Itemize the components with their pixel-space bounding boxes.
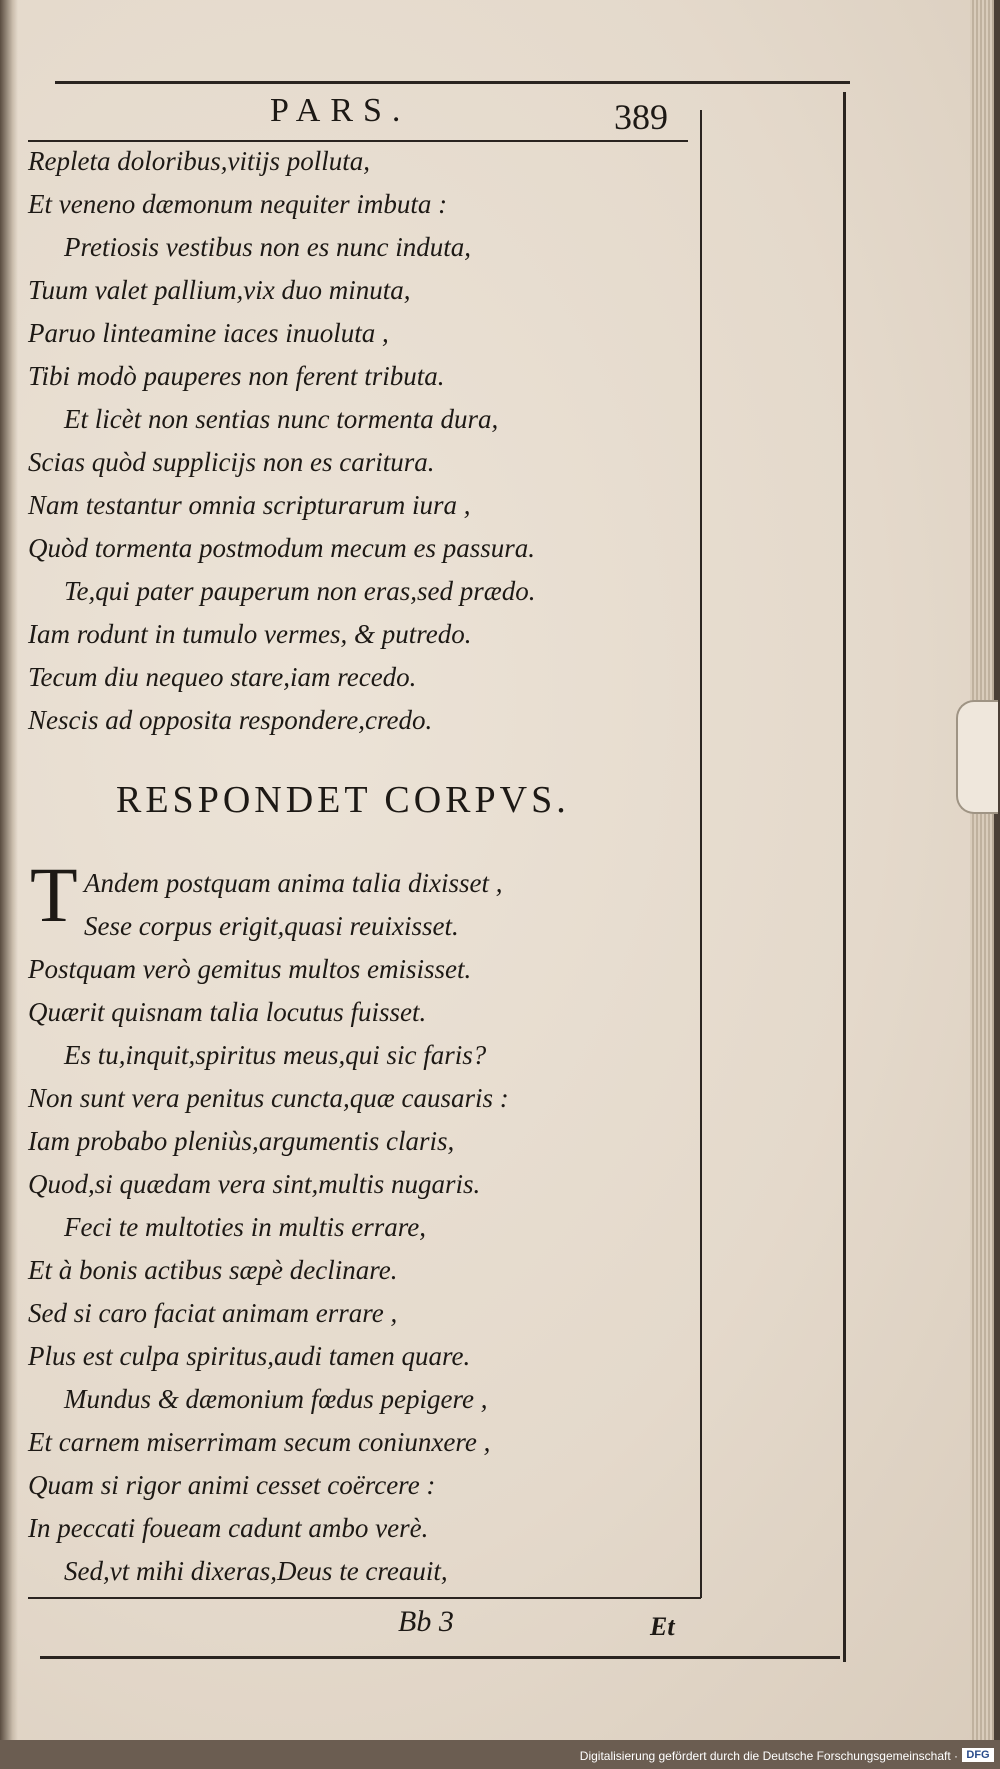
- verse-line: Scias quòd supplicijs non es caritura.: [28, 447, 435, 477]
- verse-line: Et licèt non sentias nunc tormenta dura,: [64, 404, 499, 434]
- verse-line: Mundus & dæmonium fœdus pepigere ,: [64, 1384, 488, 1414]
- verse-line: Quærit quisnam talia locutus fuisset.: [28, 997, 427, 1027]
- verse-line: Sed si caro faciat animam errare ,: [28, 1298, 398, 1328]
- page-number: 389: [614, 97, 668, 137]
- verse-line: Quòd tormenta postmodum mecum es passura.: [28, 533, 535, 563]
- frame-top-rule: [55, 81, 850, 84]
- verse-line: Andem postquam anima talia dixisset ,: [84, 868, 503, 898]
- verse-line: Et carnem miserrimam secum coniunxere ,: [28, 1427, 491, 1457]
- verse-line: Postquam verò gemitus multos emisisset.: [28, 954, 472, 984]
- verse-line: In peccati foueam cadunt ambo verè.: [28, 1513, 429, 1543]
- gutter-shadow: [0, 0, 18, 1740]
- text-block-right-rule: [700, 110, 702, 1598]
- verse-line: Et à bonis actibus sæpè declinare.: [28, 1255, 398, 1285]
- verse-line: Pretiosis vestibus non es nunc induta,: [64, 232, 471, 262]
- dfg-logo: DFG: [962, 1748, 994, 1762]
- verse-line: Iam rodunt in tumulo vermes, & putredo.: [28, 619, 472, 649]
- verse-line: Sed,vt mihi dixeras,Deus te creauit,: [64, 1556, 448, 1586]
- drop-cap-initial: T: [30, 851, 78, 938]
- digitization-credit: Digitalisierung gefördert durch die Deutsche Forschungsgemeinschaft ·: [579, 1749, 958, 1763]
- page-clip-tab: [956, 700, 998, 814]
- book-edge: [970, 0, 992, 1740]
- verse-line: Sese corpus erigit,quasi reuixisset.: [84, 911, 459, 941]
- text-block-bottom-rule: [28, 1597, 701, 1599]
- verse-line: Es tu,inquit,spiritus meus,qui sic faris?: [64, 1040, 487, 1070]
- verse-line: Te,qui pater pauperum non eras,sed prædo.: [64, 576, 536, 606]
- verse-line: Tuum valet pallium,vix duo minuta,: [28, 275, 411, 305]
- signature-mark: Bb 3: [398, 1605, 454, 1638]
- verse-line: Non sunt vera penitus cuncta,quæ causaris :: [28, 1083, 509, 1113]
- frame-right-rule: [843, 92, 846, 1662]
- verse-line: Paruo linteamine iaces inuoluta ,: [28, 318, 389, 348]
- verse-line: Tibi modò pauperes non ferent tributa.: [28, 361, 445, 391]
- running-head: PARS.: [270, 92, 411, 129]
- verse-line: Quam si rigor animi cesset coërcere :: [28, 1470, 436, 1500]
- header-rule: [28, 140, 688, 142]
- verse-line: Nescis ad opposita respondere,credo.: [28, 705, 433, 735]
- catchword: Et: [650, 1612, 675, 1641]
- verse-line: Tecum diu nequeo stare,iam recedo.: [28, 662, 417, 692]
- section-heading: RESPONDET CORPVS.: [116, 779, 570, 821]
- verse-line: Quod,si quædam vera sint,multis nugaris.: [28, 1169, 481, 1199]
- verse-line: Feci te multoties in multis errare,: [64, 1212, 426, 1242]
- verse-line: Nam testantur omnia scripturarum iura ,: [28, 490, 471, 520]
- frame-bottom-rule: [40, 1656, 840, 1659]
- verse-line: Iam probabo pleniùs,argumentis claris,: [28, 1126, 455, 1156]
- verse-line: Repleta doloribus,vitijs polluta,: [28, 146, 370, 176]
- verse-line: Plus est culpa spiritus,audi tamen quare.: [28, 1341, 471, 1371]
- verse-line: Et veneno dæmonum nequiter imbuta :: [28, 189, 448, 219]
